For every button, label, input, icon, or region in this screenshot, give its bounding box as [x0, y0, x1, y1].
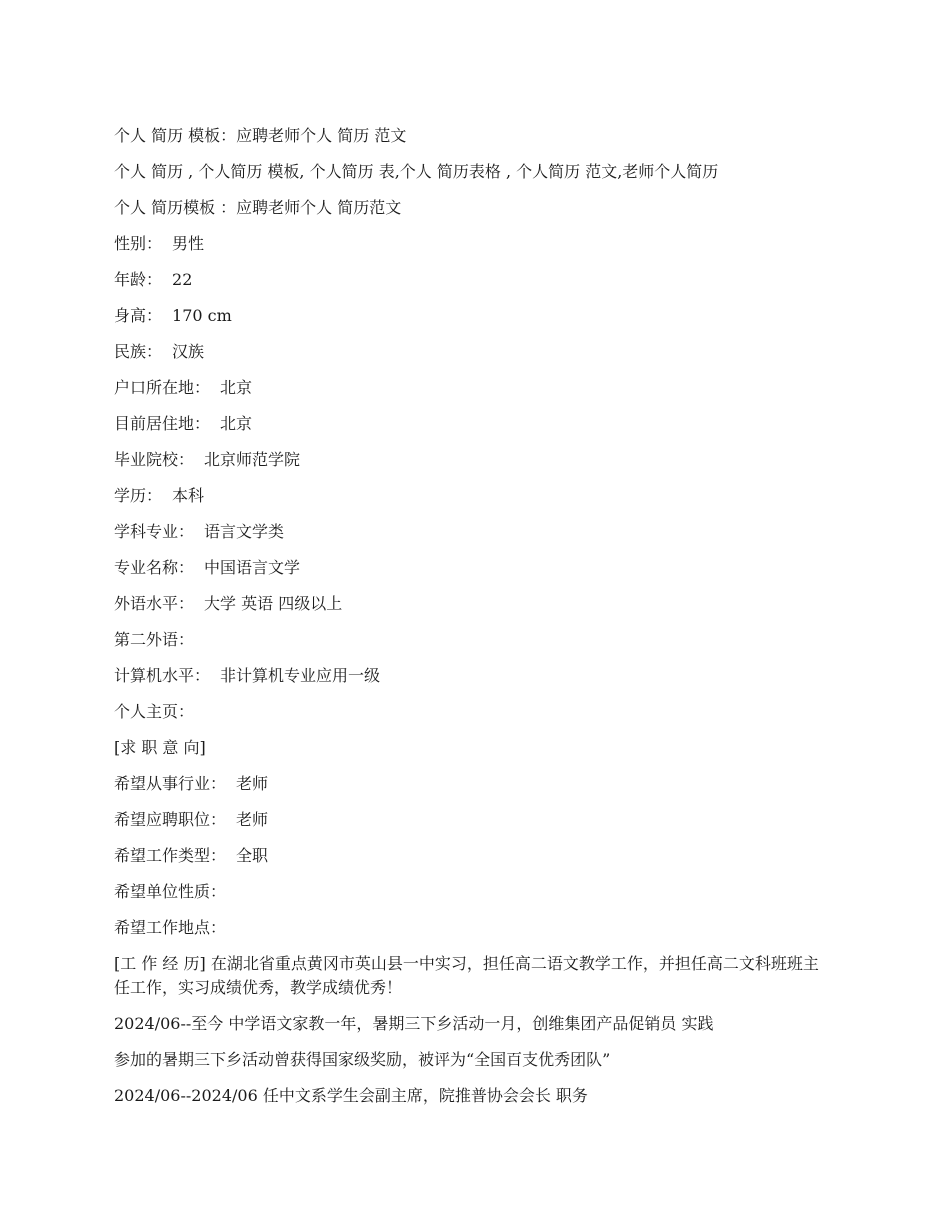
- field-label: 毕业院校：: [114, 450, 195, 469]
- field-label: 学科专业：: [114, 522, 195, 541]
- document-subtitle: 个人 简历模板 ：应聘老师个人 简历范文: [114, 198, 402, 217]
- field-age: [114, 268, 834, 292]
- field-value: 22: [172, 270, 193, 289]
- field-label: 希望工作地点：: [114, 918, 227, 937]
- field-value: 男性: [172, 234, 205, 253]
- field-value: 非计算机专业应用一级: [220, 666, 381, 685]
- field-label: 希望工作类型：: [114, 846, 227, 865]
- field-label: 目前居住地：: [114, 414, 211, 433]
- field-ethnicity: [114, 340, 834, 364]
- field-second-language: [114, 628, 834, 652]
- field-label: 专业名称：: [114, 558, 195, 577]
- section-heading-intent: [求 职 意 向]: [114, 738, 206, 757]
- field-label: 身高：: [114, 306, 163, 325]
- field-label: 第二外语：: [114, 630, 195, 649]
- field-value: 汉族: [172, 342, 205, 361]
- field-label: 年龄：: [114, 270, 163, 289]
- field-discipline: [114, 520, 834, 544]
- document-title: 个人 简历 模板：应聘老师个人 简历 范文: [114, 126, 407, 145]
- field-desired-industry: [114, 772, 834, 796]
- field-desired-job-type: [114, 844, 834, 868]
- field-value: 老师: [236, 810, 269, 829]
- field-label: 户口所在地：: [114, 378, 211, 397]
- field-value: 中国语言文学: [204, 558, 301, 577]
- field-label: 希望单位性质：: [114, 882, 227, 901]
- field-desired-position: [114, 808, 834, 832]
- field-hukou: [114, 376, 834, 400]
- field-label: 希望从事行业：: [114, 774, 227, 793]
- field-label: 民族：: [114, 342, 163, 361]
- field-value: 北京师范学院: [204, 450, 301, 469]
- experience-line: 2024/06--2024/06 任中文系学生会副主席，院推普协会会长 职务: [114, 1086, 588, 1105]
- field-value: 北京: [220, 378, 253, 397]
- field-value: 老师: [236, 774, 269, 793]
- experience-line: 2024/06--至今 中学语文家教一年，暑期三下乡活动一月，创维集团产品促销员 实践: [114, 1014, 714, 1033]
- field-label: 希望应聘职位：: [114, 810, 227, 829]
- field-foreign-language: [114, 592, 834, 616]
- field-desired-location: [114, 916, 834, 940]
- field-height: [114, 304, 834, 328]
- field-homepage: [114, 700, 834, 724]
- document-keywords: 个人 简历 , 个人简历 模板, 个人简历 表,个人 简历表格 , 个人简历 范文,老师个人简历: [114, 162, 719, 181]
- field-value: 全职: [236, 846, 269, 865]
- field-label: 计算机水平：: [114, 666, 211, 685]
- field-value: 大学 英语 四级以上: [204, 594, 343, 613]
- field-value: 170 cm: [172, 306, 232, 325]
- field-label: 外语水平：: [114, 594, 195, 613]
- field-gender: [114, 232, 834, 256]
- field-computer-level: [114, 664, 834, 688]
- field-school: [114, 448, 834, 472]
- experience-line: 参加的暑期三下乡活动曾获得国家级奖励，被评为“全国百支优秀团队”: [114, 1050, 611, 1069]
- field-degree: [114, 484, 834, 508]
- work-experience-paragraph: [工 作 经 历] 在湖北省重点黄冈市英山县一中实习，担任高二语文教学工作，并担任高二文科班班主任工作，实习成绩优秀，教学成绩优秀！: [114, 954, 819, 997]
- field-value: 语言文学类: [204, 522, 285, 541]
- field-major: [114, 556, 834, 580]
- field-label: 学历：: [114, 486, 163, 505]
- field-label: 个人主页：: [114, 702, 195, 721]
- field-value: 本科: [172, 486, 205, 505]
- field-residence: [114, 412, 834, 436]
- field-label: 性别：: [114, 234, 163, 253]
- resume-document: [114, 124, 834, 1120]
- field-desired-employer-type: [114, 880, 834, 904]
- field-value: 北京: [220, 414, 253, 433]
